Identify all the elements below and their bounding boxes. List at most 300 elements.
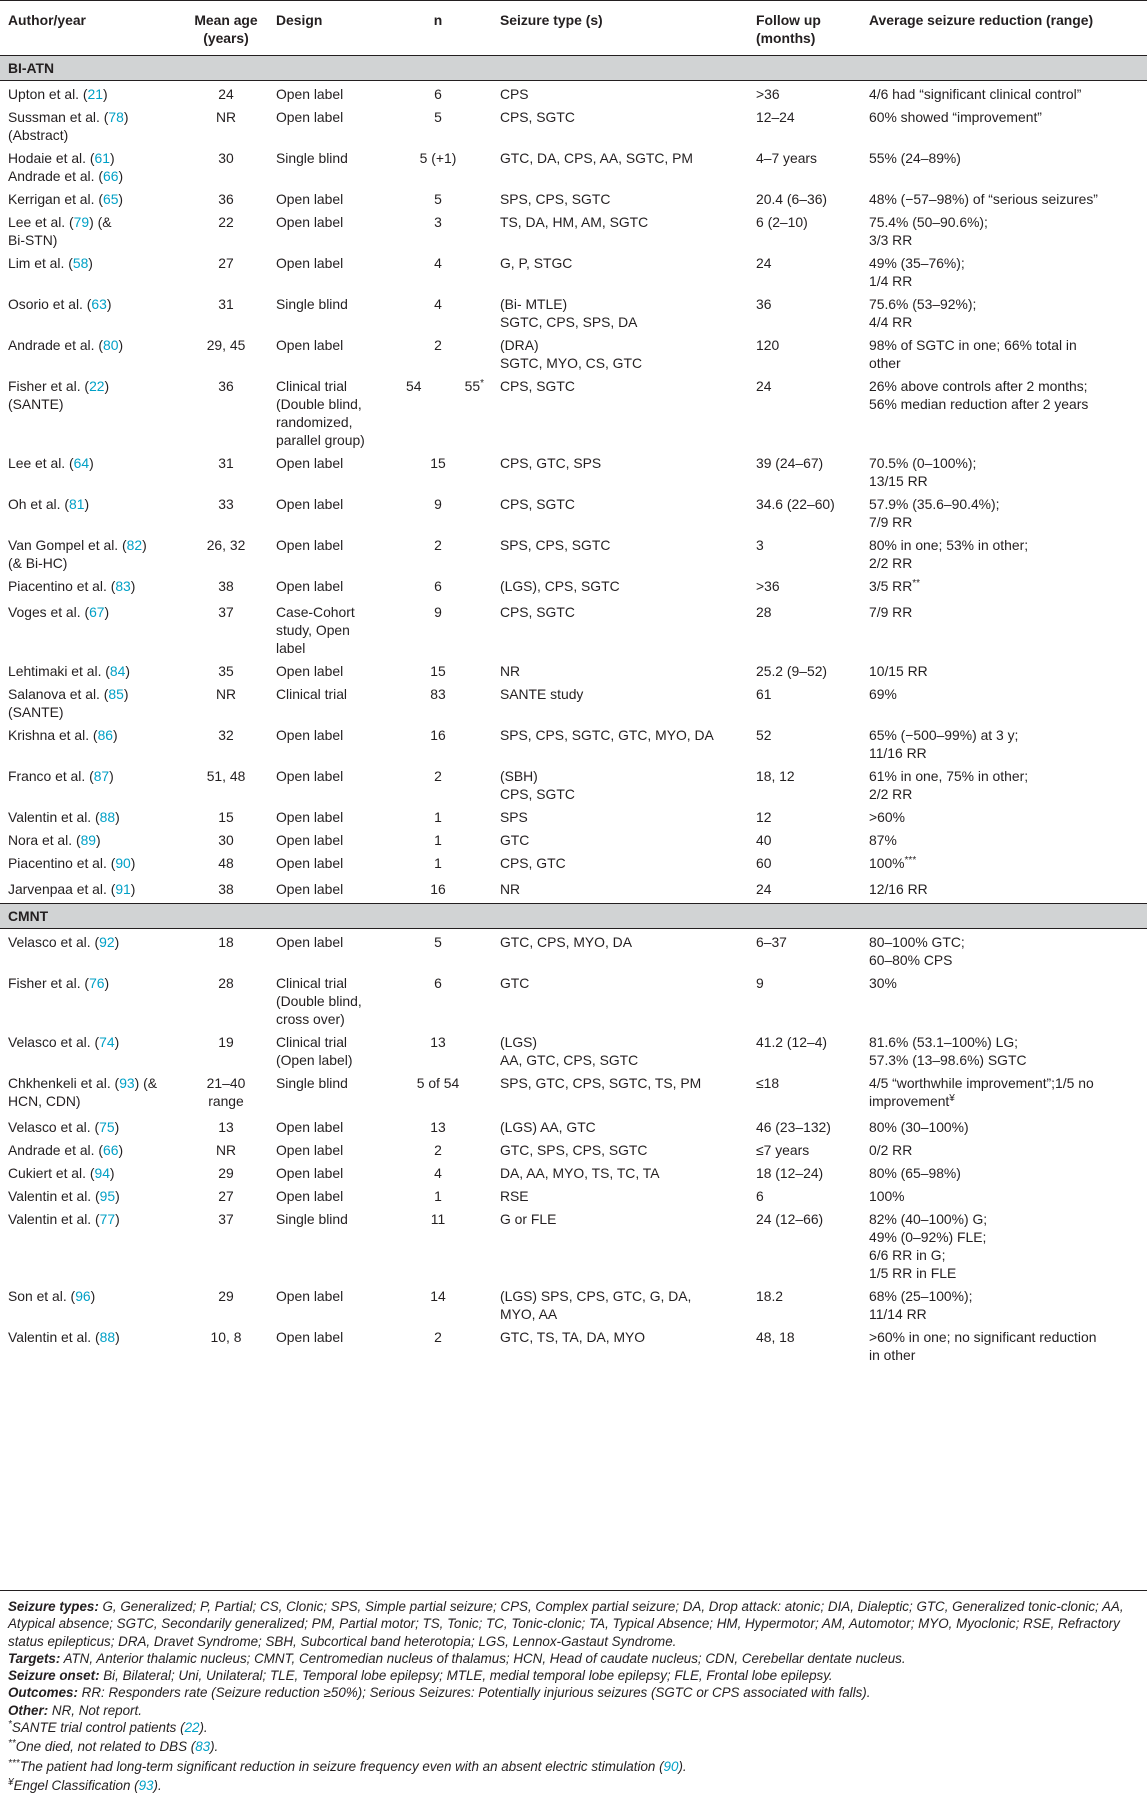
cell-author bbox=[0, 1141, 180, 1164]
footnote bbox=[8, 1684, 1139, 1701]
cell-mean-age bbox=[180, 880, 272, 904]
cell-author bbox=[0, 1328, 180, 1369]
author-name: Sussman et al. ( bbox=[8, 109, 109, 125]
cell-seizure-reduction bbox=[865, 254, 1147, 295]
n-value: 83 bbox=[430, 686, 446, 702]
reduction-line bbox=[869, 767, 1143, 785]
seizure-line: RSE bbox=[500, 1188, 529, 1204]
author-name: Andrade et al. ( bbox=[8, 337, 103, 353]
author-suffix: ) bbox=[118, 1142, 124, 1158]
footnote-mark: * bbox=[8, 1719, 12, 1731]
reference-link[interactable]: 95 bbox=[99, 1188, 116, 1204]
table-row bbox=[0, 767, 1147, 808]
reference-link[interactable]: 80 bbox=[102, 337, 119, 353]
reference-link[interactable]: 64 bbox=[73, 455, 90, 471]
design-line: Open label bbox=[276, 496, 344, 512]
author-suffix: ) bbox=[115, 809, 120, 825]
cell-seizure-reduction bbox=[865, 808, 1147, 831]
n-value: 4 bbox=[434, 255, 442, 271]
reference-link[interactable]: 86 bbox=[97, 727, 114, 743]
follow-up-value: 61 bbox=[756, 686, 772, 702]
design-line: Case-Cohort bbox=[276, 604, 355, 620]
cell-follow-up bbox=[752, 1164, 865, 1187]
table-row bbox=[0, 377, 1147, 454]
reduction-line bbox=[869, 254, 1143, 272]
age-value: 37 bbox=[218, 604, 234, 620]
cell-author bbox=[0, 767, 180, 808]
cell-seizure-reduction bbox=[865, 1287, 1147, 1328]
cell-seizure-type bbox=[496, 767, 752, 808]
cell-n bbox=[380, 685, 496, 726]
section-label: CMNT bbox=[0, 904, 1147, 929]
author-line bbox=[8, 1328, 176, 1346]
reduction-line bbox=[869, 554, 1143, 572]
cell-design bbox=[272, 377, 380, 454]
age-value: 26, 32 bbox=[206, 537, 246, 553]
author-suffix: ) bbox=[114, 1034, 120, 1050]
author-note: (SANTE) bbox=[8, 704, 64, 720]
n-value: 1 bbox=[434, 809, 442, 825]
reduction-line bbox=[869, 231, 1143, 249]
cell-seizure-type bbox=[496, 726, 752, 767]
design-line: Single blind bbox=[276, 296, 348, 312]
reference-link[interactable]: 83 bbox=[115, 578, 131, 594]
age-value: 10, 8 bbox=[210, 1329, 242, 1345]
cell-author bbox=[0, 726, 180, 767]
reference-link[interactable]: 79 bbox=[73, 214, 90, 230]
n-value: 5 bbox=[434, 191, 442, 207]
design-line: Open label bbox=[276, 578, 344, 594]
author-suffix: ) bbox=[102, 86, 108, 102]
follow-up-value: 36 bbox=[756, 296, 772, 312]
author-line bbox=[8, 167, 176, 185]
author-line bbox=[8, 108, 176, 126]
footnote-label: Outcomes: bbox=[8, 1685, 78, 1701]
age-value: 18 bbox=[218, 934, 234, 950]
reduction-text: >60% bbox=[869, 809, 905, 825]
reduction-text: 3/3 RR bbox=[869, 232, 913, 248]
cell-n bbox=[380, 377, 496, 454]
author-name: Piacentino et al. ( bbox=[8, 855, 116, 871]
cell-mean-age bbox=[180, 295, 272, 336]
reference-link[interactable]: 91 bbox=[115, 881, 131, 897]
cell-follow-up bbox=[752, 1287, 865, 1328]
reduction-line bbox=[869, 354, 1143, 372]
reduction-text: 0/2 RR bbox=[869, 1142, 913, 1158]
cell-design bbox=[272, 767, 380, 808]
reference-link[interactable]: 78 bbox=[108, 109, 124, 125]
cell-seizure-type bbox=[496, 685, 752, 726]
reference-link[interactable]: 92 bbox=[99, 934, 115, 950]
author-name: Nora et al. ( bbox=[8, 832, 81, 848]
cell-design bbox=[272, 295, 380, 336]
reference-link[interactable]: 63 bbox=[91, 296, 107, 312]
follow-up-value: 40 bbox=[756, 832, 772, 848]
author-suffix: ) (& bbox=[134, 1075, 158, 1091]
n-value: 4 bbox=[434, 296, 442, 312]
cell-mean-age bbox=[180, 662, 272, 685]
seizure-line: (LGS), CPS, SGTC bbox=[500, 578, 620, 594]
reference-link[interactable]: 67 bbox=[89, 604, 105, 620]
table-row bbox=[0, 254, 1147, 295]
cell-n bbox=[380, 808, 496, 831]
design-line: randomized, bbox=[276, 414, 353, 430]
cell-seizure-type bbox=[496, 1328, 752, 1369]
follow-up-value: 41.2 (12–4) bbox=[756, 1034, 828, 1050]
cell-author bbox=[0, 190, 180, 213]
footnote-mark: *** bbox=[904, 855, 917, 866]
cell-seizure-reduction bbox=[865, 1164, 1147, 1187]
cell-seizure-type bbox=[496, 190, 752, 213]
author-suffix: ) bbox=[109, 150, 115, 166]
cell-seizure-type bbox=[496, 495, 752, 536]
reduction-text: 10/15 RR bbox=[869, 663, 928, 679]
follow-up-value: 6 (2–10) bbox=[756, 214, 808, 230]
table-row bbox=[0, 190, 1147, 213]
age-value: 30 bbox=[218, 832, 234, 848]
design-line: (Double blind, bbox=[276, 993, 362, 1009]
cell-author bbox=[0, 808, 180, 831]
n-control-number: 55 bbox=[464, 378, 481, 394]
author-line bbox=[8, 1141, 176, 1159]
reference-link[interactable]: 83 bbox=[195, 1739, 211, 1755]
design-line: Open label bbox=[276, 727, 344, 743]
footnote-text: One died, not related to DBS ( bbox=[15, 1739, 196, 1755]
reference-link[interactable]: 66 bbox=[102, 1142, 119, 1158]
cell-seizure-reduction bbox=[865, 1074, 1147, 1118]
cell-design bbox=[272, 254, 380, 295]
cell-design bbox=[272, 108, 380, 149]
follow-up-value: 48, 18 bbox=[756, 1329, 795, 1345]
age-value: 28 bbox=[218, 975, 234, 991]
age-value: NR bbox=[215, 686, 237, 702]
cell-author bbox=[0, 1210, 180, 1287]
cell-design bbox=[272, 1328, 380, 1369]
reduction-text: 65% (−500–99%) at 3 y; bbox=[869, 727, 1019, 743]
table-row bbox=[0, 577, 1147, 603]
age-value: 15 bbox=[218, 809, 234, 825]
reference-link[interactable]: 85 bbox=[108, 686, 124, 702]
reference-link[interactable]: 88 bbox=[99, 1329, 116, 1345]
age-value: NR bbox=[215, 109, 237, 125]
reduction-line bbox=[869, 685, 1143, 703]
reduction-text: 57.3% (13–98.6%) SGTC bbox=[869, 1052, 1027, 1068]
reduction-line bbox=[869, 1051, 1143, 1069]
author-note: (SANTE) bbox=[8, 396, 64, 412]
reduction-text: 11/14 RR bbox=[869, 1306, 927, 1322]
cell-n bbox=[380, 254, 496, 295]
cell-mean-age bbox=[180, 831, 272, 854]
cell-design bbox=[272, 808, 380, 831]
cell-seizure-reduction bbox=[865, 577, 1147, 603]
cell-author bbox=[0, 377, 180, 454]
follow-up-value: 24 (12–66) bbox=[756, 1211, 824, 1227]
reduction-line bbox=[869, 85, 1143, 103]
footnote-text: Engel Classification ( bbox=[13, 1777, 139, 1793]
reference-link[interactable]: 22 bbox=[184, 1720, 200, 1736]
cell-seizure-type bbox=[496, 454, 752, 495]
reduction-text: 100% bbox=[869, 1188, 905, 1204]
cell-design bbox=[272, 81, 380, 109]
cell-follow-up bbox=[752, 1187, 865, 1210]
cell-n bbox=[380, 974, 496, 1033]
reduction-line bbox=[869, 1164, 1143, 1182]
reference-link[interactable]: 82 bbox=[126, 537, 143, 553]
follow-up-value: ≤7 years bbox=[756, 1142, 810, 1158]
author-suffix: ) bbox=[115, 1188, 120, 1204]
n-value: 14 bbox=[430, 1288, 446, 1304]
cell-author bbox=[0, 536, 180, 577]
cell-design bbox=[272, 603, 380, 662]
cell-follow-up bbox=[752, 767, 865, 808]
n-value: 54 bbox=[406, 378, 422, 394]
reduction-line bbox=[869, 454, 1143, 472]
reference-link[interactable]: 84 bbox=[109, 663, 126, 679]
seizure-line: SPS, CPS, SGTC bbox=[500, 191, 611, 207]
cell-seizure-reduction bbox=[865, 662, 1147, 685]
design-line: Open label bbox=[276, 86, 344, 102]
cell-author bbox=[0, 336, 180, 377]
reference-link[interactable]: 58 bbox=[72, 255, 89, 271]
table-row bbox=[0, 1287, 1147, 1328]
cell-author bbox=[0, 454, 180, 495]
seizure-line: MYO, AA bbox=[500, 1306, 558, 1322]
author-name: Chkhenkeli et al. ( bbox=[8, 1075, 120, 1091]
cell-n bbox=[380, 81, 496, 109]
seizure-line: G or FLE bbox=[500, 1211, 557, 1227]
cell-n bbox=[380, 149, 496, 190]
follow-up-value: 6 bbox=[756, 1188, 764, 1204]
age-value: 31 bbox=[218, 296, 234, 312]
reference-link[interactable]: 61 bbox=[94, 150, 110, 166]
age-value: 24 bbox=[218, 86, 234, 102]
cell-follow-up bbox=[752, 295, 865, 336]
author-suffix: ) bbox=[142, 537, 147, 553]
follow-up-value: 28 bbox=[756, 604, 772, 620]
design-line: (Open label) bbox=[276, 1052, 353, 1068]
reference-link[interactable]: 88 bbox=[99, 809, 116, 825]
reduction-text: improvement bbox=[869, 1093, 950, 1109]
author-name: Lehtimaki et al. ( bbox=[8, 663, 110, 679]
author-suffix: ) bbox=[130, 881, 136, 897]
cell-mean-age bbox=[180, 213, 272, 254]
design-line: Open label bbox=[276, 1142, 344, 1158]
follow-up-value: 18 (12–24) bbox=[756, 1165, 824, 1181]
cell-n bbox=[380, 1287, 496, 1328]
seizure-line: SPS, CPS, SGTC bbox=[500, 537, 611, 553]
design-line: Open label bbox=[276, 1188, 344, 1204]
follow-up-value: 60 bbox=[756, 855, 772, 871]
reference-link[interactable]: 74 bbox=[99, 1034, 115, 1050]
reduction-line bbox=[869, 1074, 1143, 1092]
reduction-text: 11/16 RR bbox=[869, 745, 927, 761]
cell-seizure-type bbox=[496, 295, 752, 336]
seizure-line: GTC, TS, TA, DA, MYO bbox=[500, 1329, 646, 1345]
author-name: Valentin et al. ( bbox=[8, 1211, 100, 1227]
reduction-line bbox=[869, 785, 1143, 803]
author-suffix: ) bbox=[84, 496, 90, 512]
author-name: Valentin et al. ( bbox=[8, 809, 100, 825]
follow-up-value: 120 bbox=[756, 337, 780, 353]
reduction-line bbox=[869, 854, 1143, 875]
author-line bbox=[8, 1210, 176, 1228]
table-row bbox=[0, 1141, 1147, 1164]
reduction-line bbox=[869, 1033, 1143, 1051]
reference-link[interactable]: 22 bbox=[89, 378, 105, 394]
reduction-line bbox=[869, 336, 1143, 354]
cell-seizure-type bbox=[496, 377, 752, 454]
cell-follow-up bbox=[752, 190, 865, 213]
design-line: Clinical trial bbox=[276, 686, 348, 702]
author-line bbox=[8, 454, 176, 472]
cell-seizure-type bbox=[496, 577, 752, 603]
author-suffix: ) bbox=[115, 1329, 120, 1345]
cell-mean-age bbox=[180, 577, 272, 603]
cell-mean-age bbox=[180, 1187, 272, 1210]
cell-mean-age bbox=[180, 536, 272, 577]
footnote-mark: ** bbox=[8, 1738, 16, 1750]
follow-up-value: 25.2 (9–52) bbox=[756, 663, 828, 679]
cell-follow-up bbox=[752, 495, 865, 536]
author-name: Oh et al. ( bbox=[8, 496, 69, 512]
author-suffix: ) (& bbox=[89, 214, 112, 230]
cell-seizure-reduction bbox=[865, 108, 1147, 149]
author-line bbox=[8, 880, 176, 898]
cell-design bbox=[272, 190, 380, 213]
reduction-line bbox=[869, 1305, 1143, 1323]
reduction-line bbox=[869, 472, 1143, 490]
author-line bbox=[8, 1187, 176, 1205]
author-note: HCN, CDN) bbox=[8, 1093, 81, 1109]
author-name: Velasco et al. ( bbox=[8, 1034, 100, 1050]
author-name: Voges et al. ( bbox=[8, 604, 90, 620]
cell-n bbox=[380, 1033, 496, 1074]
cell-seizure-type bbox=[496, 149, 752, 190]
seizure-line: CPS, SGTC bbox=[500, 786, 575, 802]
header-seizure-type: Seizure type (s) bbox=[496, 1, 752, 56]
author-note: (& Bi-HC) bbox=[8, 555, 68, 571]
reduction-line bbox=[869, 495, 1143, 513]
table-row bbox=[0, 1328, 1147, 1369]
reference-link[interactable]: 65 bbox=[102, 191, 119, 207]
age-value: 32 bbox=[218, 727, 234, 743]
reference-link[interactable]: 77 bbox=[99, 1211, 116, 1227]
seizure-line: CPS, GTC, SPS bbox=[500, 455, 602, 471]
author-line bbox=[8, 495, 176, 513]
age-value: 35 bbox=[218, 663, 234, 679]
reduction-text: 98% of SGTC in one; 66% total in bbox=[869, 337, 1077, 353]
author-suffix: ) bbox=[130, 855, 136, 871]
author-line bbox=[8, 603, 176, 621]
reference-link[interactable]: 90 bbox=[663, 1758, 679, 1774]
cell-seizure-type bbox=[496, 1118, 752, 1141]
cell-n bbox=[380, 1187, 496, 1210]
reduction-line bbox=[869, 272, 1143, 290]
cell-design bbox=[272, 1074, 380, 1118]
reference-link[interactable]: 75 bbox=[99, 1119, 115, 1135]
reference-link[interactable]: 94 bbox=[94, 1165, 110, 1181]
seizure-line: G, P, STGC bbox=[500, 255, 573, 271]
reference-link[interactable]: 66 bbox=[102, 168, 119, 184]
cell-seizure-reduction bbox=[865, 149, 1147, 190]
cell-seizure-type bbox=[496, 1164, 752, 1187]
reference-link[interactable]: 76 bbox=[89, 975, 105, 991]
reference-link[interactable]: 93 bbox=[138, 1777, 154, 1793]
table-row bbox=[0, 1164, 1147, 1187]
reference-link[interactable]: 21 bbox=[87, 86, 103, 102]
footnote bbox=[8, 1719, 1139, 1738]
reduction-line bbox=[869, 744, 1143, 762]
reference-link[interactable]: 81 bbox=[69, 496, 85, 512]
footnote-mark: ¥ bbox=[949, 1093, 955, 1104]
cell-mean-age bbox=[180, 1287, 272, 1328]
cell-design bbox=[272, 577, 380, 603]
cell-follow-up bbox=[752, 213, 865, 254]
section-row bbox=[0, 904, 1147, 929]
age-note: range bbox=[208, 1093, 244, 1109]
reference-link[interactable]: 89 bbox=[80, 832, 97, 848]
cell-seizure-reduction bbox=[865, 603, 1147, 662]
reduction-line bbox=[869, 1346, 1143, 1364]
reference-link[interactable]: 87 bbox=[93, 768, 110, 784]
reduction-line bbox=[869, 108, 1143, 126]
reduction-text: 1/4 RR bbox=[869, 273, 913, 289]
author-name: Cukiert et al. ( bbox=[8, 1165, 95, 1181]
cell-design bbox=[272, 454, 380, 495]
cell-mean-age bbox=[180, 1141, 272, 1164]
cell-author bbox=[0, 603, 180, 662]
age-value: 29, 45 bbox=[206, 337, 246, 353]
reference-link[interactable]: 93 bbox=[119, 1075, 135, 1091]
reduction-line bbox=[869, 295, 1143, 313]
cell-follow-up bbox=[752, 854, 865, 880]
cell-design bbox=[272, 213, 380, 254]
n-value: 13 bbox=[430, 1034, 446, 1050]
design-line: Open label bbox=[276, 337, 344, 353]
author-note: (Abstract) bbox=[8, 127, 69, 143]
reduction-text: 13/15 RR bbox=[869, 473, 928, 489]
reference-link[interactable]: 90 bbox=[115, 855, 131, 871]
n-value: 5 of 54 bbox=[416, 1075, 460, 1091]
cell-author bbox=[0, 974, 180, 1033]
footnote-text: The patient had long-term significant reduction in seizure frequency even with an absent electric stimulation ( bbox=[19, 1758, 664, 1774]
author-line bbox=[8, 1118, 176, 1136]
age-value: 51, 48 bbox=[206, 768, 246, 784]
cell-follow-up bbox=[752, 1141, 865, 1164]
reduction-text: 2/2 RR bbox=[869, 786, 913, 802]
author-suffix: ) bbox=[114, 934, 120, 950]
author-name: Fisher et al. ( bbox=[8, 975, 90, 991]
reference-link[interactable]: 96 bbox=[75, 1288, 91, 1304]
author-name: Fisher et al. ( bbox=[8, 378, 90, 394]
reduction-line bbox=[869, 1328, 1143, 1346]
seizure-line: CPS, GTC bbox=[500, 855, 566, 871]
follow-up-value: >36 bbox=[756, 86, 780, 102]
cell-author bbox=[0, 1287, 180, 1328]
cell-n bbox=[380, 495, 496, 536]
author-line bbox=[8, 149, 176, 167]
reduction-line bbox=[869, 313, 1143, 331]
table-row bbox=[0, 213, 1147, 254]
n-value: 13 bbox=[430, 1119, 446, 1135]
cell-follow-up bbox=[752, 108, 865, 149]
cell-seizure-type bbox=[496, 336, 752, 377]
cell-mean-age bbox=[180, 808, 272, 831]
cell-follow-up bbox=[752, 254, 865, 295]
cell-n bbox=[380, 767, 496, 808]
table-row bbox=[0, 1074, 1147, 1118]
cell-author bbox=[0, 685, 180, 726]
